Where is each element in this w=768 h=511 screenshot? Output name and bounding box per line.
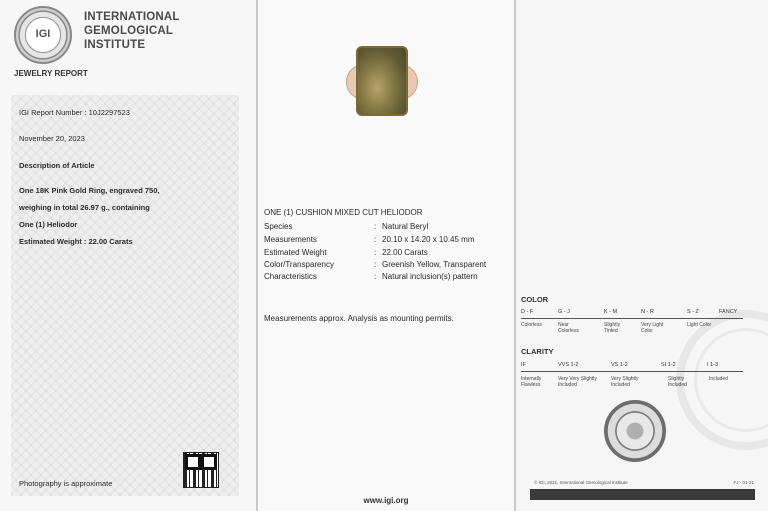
spec-separator: :	[374, 248, 377, 257]
clarity-scale-title: CLARITY	[521, 347, 554, 356]
description-line: Estimated Weight : 22.00 Carats	[19, 237, 133, 246]
ring-photo	[346, 44, 418, 120]
description-line: weighing in total 26.97 g., containing	[19, 203, 150, 212]
color-grade: D - F	[521, 309, 534, 315]
description-heading: Description of Article	[19, 161, 95, 170]
analysis-note: Measurements approx. Analysis as mounting permits.	[264, 314, 454, 323]
clarity-desc: Internally Flawless	[521, 376, 542, 388]
color-desc: Colorless	[521, 322, 542, 328]
spec-value: Natural Beryl	[382, 222, 429, 231]
igi-hologram-seal	[604, 400, 666, 462]
spec-key: Characteristics	[264, 272, 317, 281]
clarity-grade: VVS 1-2	[558, 362, 579, 368]
color-scale-title: COLOR	[521, 295, 549, 304]
form-reference: FJ - 01-21	[733, 480, 754, 485]
report-type: JEWELRY REPORT	[14, 69, 88, 78]
spec-key: Color/Transparency	[264, 260, 334, 269]
spec-value: Greenish Yellow, Transparent	[382, 260, 487, 269]
institute-line-2: GEMOLOGICAL	[84, 25, 174, 37]
copyright-text: © IGI, 2021, International Gemological Institute	[534, 480, 628, 485]
color-grade: N - R	[641, 309, 654, 315]
photo-note: Photography is approximate	[19, 479, 113, 488]
disclaimer-bar	[530, 489, 755, 500]
description-line: One (1) Heliodor	[19, 220, 78, 229]
color-desc: Slightly Tinted	[604, 322, 621, 334]
spec-value: Natural inclusion(s) pattern	[382, 272, 478, 281]
spec-key: Estimated Weight	[264, 248, 327, 257]
color-grade: G - J	[558, 309, 570, 315]
color-grade: K - M	[604, 309, 618, 315]
spec-value: 22.00 Carats	[382, 248, 428, 257]
spec-separator: :	[374, 272, 377, 281]
color-scale-line	[521, 318, 743, 319]
institute-line-1: INTERNATIONAL	[84, 11, 180, 23]
grading-scale-panel	[516, 0, 768, 511]
igi-seal-logo	[14, 6, 72, 64]
color-desc: Very Light Color	[641, 322, 664, 334]
clarity-grade: SI 1-2	[661, 362, 676, 368]
clarity-desc: Very Slightly Included	[611, 376, 639, 388]
description-line: One 18K Pink Gold Ring, engraved 750,	[19, 186, 160, 195]
report-date: November 20, 2023	[19, 134, 85, 143]
clarity-grade: I 1-3	[707, 362, 719, 368]
institute-line-3: INSTITUTE	[84, 39, 146, 51]
spec-key: Measurements	[264, 235, 317, 244]
spec-separator: :	[374, 260, 377, 269]
color-grade: FANCY	[719, 309, 738, 315]
spec-separator: :	[374, 222, 377, 231]
clarity-desc: Included	[709, 376, 728, 382]
qr-code[interactable]	[183, 452, 219, 488]
clarity-desc: Very Very Slightly Included	[558, 376, 597, 388]
clarity-grade: IF	[521, 362, 526, 368]
report-number: IGI Report Number : 10J2297523	[19, 108, 130, 117]
report-front-panel	[0, 0, 256, 511]
institute-name	[84, 10, 180, 52]
clarity-scale-line	[521, 371, 743, 372]
color-desc: Near Colorless	[558, 322, 579, 334]
gem-details-panel	[258, 0, 514, 511]
spec-separator: :	[374, 235, 377, 244]
clarity-grade: VS 1-2	[611, 362, 628, 368]
gem-title: ONE (1) CUSHION MIXED CUT HELIODOR	[264, 208, 423, 217]
heliodor-stone	[356, 46, 408, 116]
spec-value: 20.10 x 14.20 x 10.45 mm	[382, 235, 475, 244]
seal-text: IGI	[35, 28, 51, 40]
clarity-desc: Slightly Included	[668, 376, 687, 388]
color-grade: S - Z	[687, 309, 699, 315]
security-pattern	[11, 95, 239, 496]
spec-key: Species	[264, 222, 293, 231]
color-desc: Light Color	[687, 322, 712, 328]
website-link[interactable]: www.igi.org	[363, 496, 409, 505]
